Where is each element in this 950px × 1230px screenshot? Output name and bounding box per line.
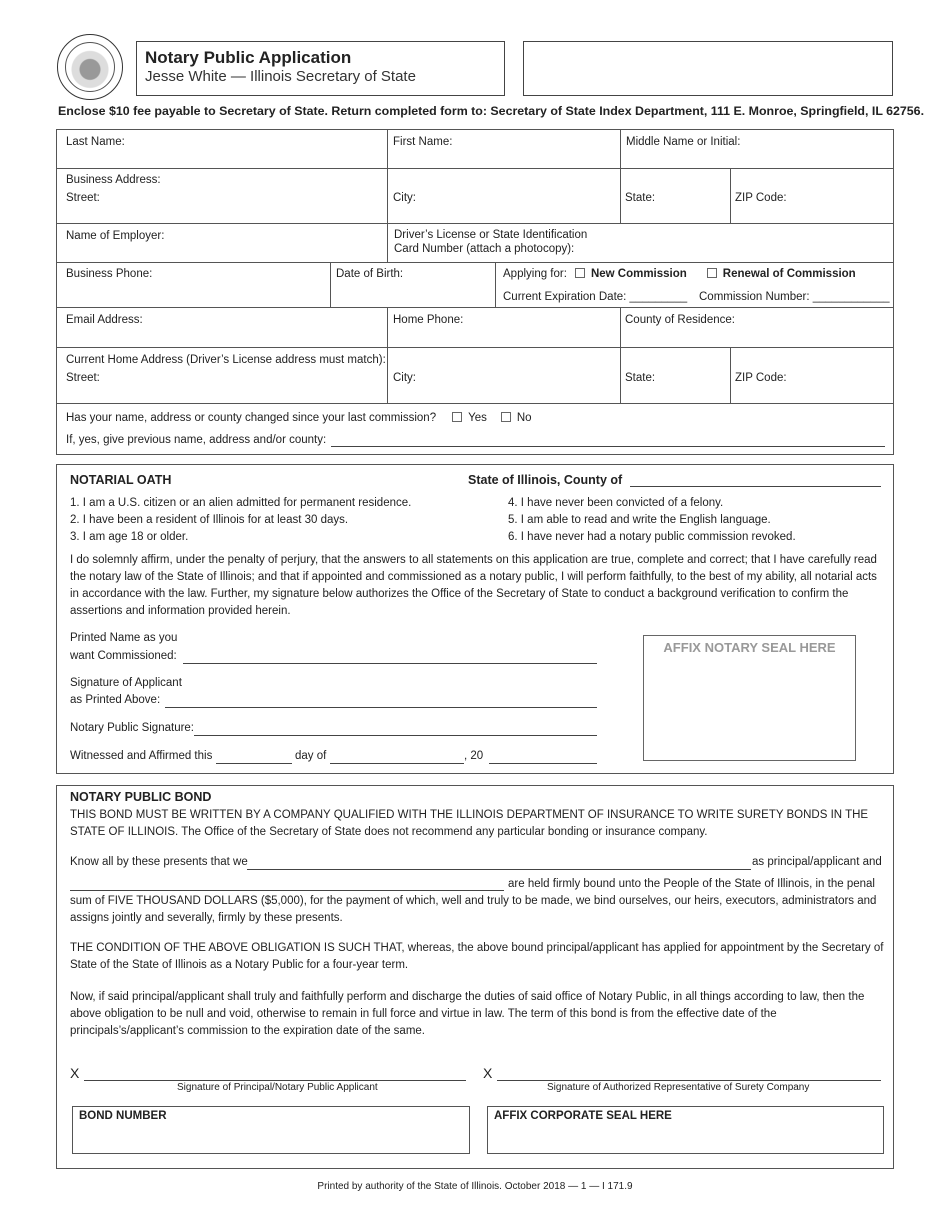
new-commission-label: New Commission [590, 268, 687, 281]
county-of-label: State of Illinois, County of [468, 473, 623, 487]
oath-affirmation: I do solemnly affirm, under the penalty of perjury, that the answers to all statements on this application are true, complete and correct; that I have carefully read the notary law of the State of Illinois; and that if appointed and commissioned as a notary public, I will perform faithfully, to the best of my ability, all notarial acts in accordance with the law. Further, my signature below authorizes the Office of the Secretary of State to conduct a background verification to confirm the assertions and information provided herein. [70, 554, 877, 617]
printed-name-line[interactable] [183, 663, 597, 664]
business-zip-field[interactable]: ZIP Code: [735, 192, 787, 204]
principal-signature-line[interactable] [84, 1080, 466, 1081]
signature-label-1: Signature of Applicant [70, 677, 182, 689]
corporate-seal-box[interactable] [487, 1106, 884, 1154]
seal-eagle-icon [65, 42, 115, 92]
oath-item: 4. I have never been convicted of a felony. [508, 497, 724, 509]
home-address-label: Current Home Address (Driver’s License address must match): [66, 354, 386, 366]
surety-name-line[interactable] [70, 890, 504, 891]
first-name-field[interactable]: First Name: [393, 136, 453, 148]
notary-bond-section [56, 785, 894, 1169]
renewal-label: Renewal of Commission [722, 268, 856, 281]
x-mark-principal: X [70, 1065, 80, 1081]
county-field[interactable]: County of Residence: [625, 314, 735, 326]
office-use-box [523, 41, 893, 96]
footer: Printed by authority of the State of Illinois. October 2018 — 1 — I 171.9 [317, 1181, 633, 1192]
notarial-oath-section [56, 464, 894, 774]
employer-field[interactable]: Name of Employer: [66, 230, 165, 242]
home-phone-field[interactable]: Home Phone: [393, 314, 464, 326]
home-street-field[interactable]: Street: [66, 372, 100, 384]
commission-number-field[interactable]: Commission Number: ____________ [699, 291, 890, 303]
day-of-label: day of [295, 750, 327, 762]
oath-item: 5. I am able to read and write the English language. [508, 514, 771, 526]
bond-heading: NOTARY PUBLIC BOND [70, 790, 212, 804]
home-state-field[interactable]: State: [625, 372, 656, 384]
drivers-license-label-1: Driver’s License or State Identification [394, 229, 588, 241]
witnessed-year-line[interactable] [489, 763, 597, 764]
oath-item: 3. I am age 18 or older. [70, 531, 189, 543]
year-label: , 20 [464, 750, 484, 762]
oath-heading: NOTARIAL OATH [70, 473, 172, 487]
printed-name-label-1: Printed Name as you [70, 632, 178, 644]
date-of-birth-field[interactable]: Date of Birth: [336, 268, 404, 280]
bond-condition: THE CONDITION OF THE ABOVE OBLIGATION IS SUCH THAT, whereas, the above bound principal/applicant has applied for appointment by the Secretary of State of the State of Illinois as a Notary Public for a four-year term. [70, 942, 884, 971]
county-of-line[interactable] [630, 486, 881, 487]
surety-signature-line[interactable] [497, 1080, 881, 1081]
changed-question: Has your name, address or county changed since your last commission? Yes No [66, 412, 532, 425]
notary-signature-label: Notary Public Signature: [70, 722, 195, 734]
form-subtitle: Jesse White — Illinois Secretary of State [145, 68, 416, 85]
applying-for-row [503, 268, 856, 280]
oath-item: 2. I have been a resident of Illinois for at least 30 days. [70, 514, 349, 526]
signature-label-2: as Printed Above: [70, 694, 161, 706]
witnessed-label: Witnessed and Affirmed this [70, 750, 213, 762]
principal-signature-caption: Signature of Principal/Notary Public Applicant [177, 1082, 378, 1093]
instructions: Enclose $10 fee payable to Secretary of State. Return completed form to: Secretary of State Index Department, 111 E. Monroe, Springfield, IL 62756. [58, 104, 925, 118]
bond-sum-text: sum of FIVE THOUSAND DOLLARS ($5,000), for the payment of which, well and truly to be made, we bind ourselves, our heirs, executors, administrators and assigns jointly and severally, firmly by these presents. [70, 895, 877, 924]
notary-seal-label: AFFIX NOTARY SEAL HERE [663, 640, 836, 655]
bond-intro: THIS BOND MUST BE WRITTEN BY A COMPANY QUALIFIED WITH THE ILLINOIS DEPARTMENT OF INSURANCE TO WRITE SURETY BONDS IN THE STATE OF ILLINOIS. The Office of the Secretary of State does not recommend any particular bonding or insurance company. [70, 809, 869, 838]
oath-item: 1. I am a U.S. citizen or an alien admitted for permanent residence. [70, 497, 412, 509]
witnessed-month-line[interactable] [330, 763, 464, 764]
middle-name-field[interactable]: Middle Name or Initial: [626, 136, 741, 148]
previous-info-label: If, yes, give previous name, address and/or county: [66, 434, 327, 446]
new-commission-checkbox[interactable] [575, 268, 585, 278]
yes-label: Yes [468, 412, 487, 425]
last-name-field[interactable]: Last Name: [66, 136, 125, 148]
as-principal-label: as principal/applicant and [752, 856, 882, 868]
witnessed-day-line[interactable] [216, 763, 292, 764]
principal-name-line[interactable] [247, 869, 751, 870]
no-label: No [516, 412, 532, 425]
email-field[interactable]: Email Address: [66, 314, 143, 326]
bond-number-label: BOND NUMBER [79, 1110, 167, 1122]
held-bound-label: are held firmly bound unto the People of the State of Illinois, in the penal [508, 878, 875, 890]
applicant-signature-line[interactable] [165, 707, 597, 708]
home-zip-field[interactable]: ZIP Code: [735, 372, 787, 384]
business-phone-field[interactable]: Business Phone: [66, 268, 153, 280]
bond-number-box[interactable] [72, 1106, 470, 1154]
x-mark-surety: X [483, 1065, 493, 1081]
oath-item: 6. I have never had a notary public commission revoked. [508, 531, 796, 543]
renewal-checkbox[interactable] [707, 268, 717, 278]
title-box [136, 41, 505, 96]
form-title: Notary Public Application [145, 48, 352, 67]
printed-name-label-2: want Commissioned: [70, 650, 177, 662]
drivers-license-field[interactable]: Card Number (attach a photocopy): [394, 243, 575, 255]
bond-now-if: Now, if said principal/applicant shall truly and faithfully perform and discharge the duties of said office of Notary Public, in all things according to law, then the above obligation to be null and void, otherwise to remain in full force and virtue in law. The term of this bond is from the effective date of the principals’s/applicant’s commission to the expiration date of the same. [70, 991, 865, 1037]
business-state-field[interactable]: State: [625, 192, 656, 204]
business-city-field[interactable]: City: [393, 192, 416, 204]
previous-info-line[interactable] [331, 446, 885, 447]
know-all-label: Know all by these presents that we [70, 856, 248, 868]
applicant-section [56, 129, 894, 455]
changed-yes-checkbox[interactable] [452, 412, 462, 422]
state-seal [57, 34, 123, 100]
notary-signature-line[interactable] [194, 735, 597, 736]
notary-seal-box[interactable] [643, 635, 856, 761]
surety-signature-caption: Signature of Authorized Representative of Surety Company [547, 1082, 810, 1093]
changed-no-checkbox[interactable] [501, 412, 511, 422]
applying-for-label: Applying for: [503, 268, 567, 281]
business-address-label: Business Address: [66, 174, 161, 186]
expiration-date-field[interactable]: Current Expiration Date: _________ [503, 291, 688, 303]
home-city-field[interactable]: City: [393, 372, 416, 384]
business-street-field[interactable]: Street: [66, 192, 100, 204]
corporate-seal-label: AFFIX CORPORATE SEAL HERE [494, 1110, 672, 1122]
